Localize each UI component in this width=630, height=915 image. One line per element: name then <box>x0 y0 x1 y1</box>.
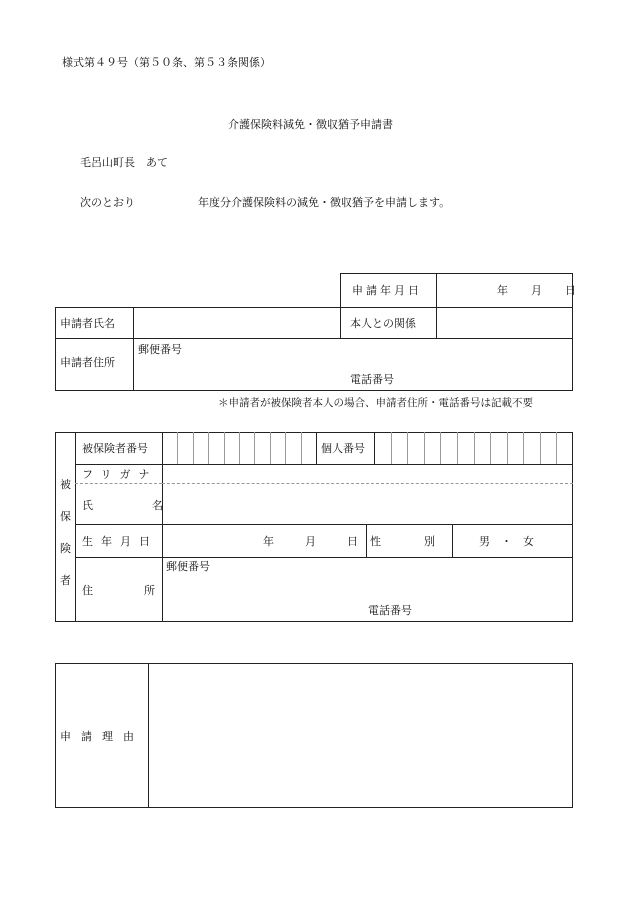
insured-number-cell-divider <box>177 432 178 464</box>
applicant-postal-label: 郵便番号 <box>138 343 182 356</box>
insured-number-cell-divider <box>285 432 286 464</box>
application-date-label: 申請年月日 <box>352 284 422 297</box>
applicant-phone-label: 電話番号 <box>350 373 394 386</box>
form-title: 介護保険料減免・徴収猶予申請書 <box>228 118 393 131</box>
personal-number-cell-divider <box>407 432 408 464</box>
applicant-name-label: 申請者氏名 <box>60 317 115 330</box>
personal-number-cell-divider <box>523 432 524 464</box>
birth-date-value[interactable]: 年 月 日 <box>263 535 368 548</box>
personal-number-cell-divider <box>457 432 458 464</box>
reason-label: 申請理由 <box>60 730 144 743</box>
birth-date-label: 生年月日 <box>82 535 158 548</box>
reason-field[interactable] <box>152 667 568 804</box>
insured-number-cell-divider <box>208 432 209 464</box>
personal-number-label: 個人番号 <box>321 442 365 455</box>
insured-postal-label: 郵便番号 <box>166 560 210 573</box>
insured-side-label-2: 保 <box>60 510 71 523</box>
furigana-field[interactable] <box>166 466 568 482</box>
insured-number-cell-divider <box>224 432 225 464</box>
personal-number-cell-divider <box>440 432 441 464</box>
applicant-name-field[interactable] <box>136 310 336 336</box>
insured-side-label-3: 険 <box>60 542 71 555</box>
insured-number-cell-divider <box>239 432 240 464</box>
insured-name-label: 氏 名 <box>82 499 187 512</box>
sex-label: 性 別 <box>370 535 451 548</box>
insured-number-label: 被保険者番号 <box>82 442 148 455</box>
relation-label: 本人との関係 <box>350 317 416 330</box>
sex-value[interactable]: 男 ・ 女 <box>479 535 534 548</box>
insured-address-label: 住 所 <box>82 584 175 597</box>
insured-name-field[interactable] <box>166 487 568 521</box>
personal-number-cell-divider <box>391 432 392 464</box>
personal-number-cell-divider <box>556 432 557 464</box>
applicant-address-label: 申請者住所 <box>60 356 115 369</box>
insured-side-label-4: 者 <box>60 574 71 587</box>
personal-number-cell-divider <box>490 432 491 464</box>
applicant-note: ＊申請者が被保険者本人の場合、申請者住所・電話番号は記載不要 <box>218 397 533 409</box>
personal-number-cell-divider <box>424 432 425 464</box>
addressee: 毛呂山町長 あて <box>80 156 168 169</box>
application-date-value[interactable]: 年 月 日 <box>497 284 582 297</box>
insured-side-label-1: 被 <box>60 478 71 491</box>
insured-number-cell-divider <box>301 432 302 464</box>
insured-phone-label: 電話番号 <box>368 604 412 617</box>
insured-number-cell-divider <box>193 432 194 464</box>
relation-field[interactable] <box>440 310 568 336</box>
intro-prefix: 次のとおり <box>80 196 135 209</box>
personal-number-cell-divider <box>540 432 541 464</box>
insured-number-cell-divider <box>270 432 271 464</box>
intro-suffix: 年度分介護保険料の減免・徴収猶予を申請します。 <box>198 196 451 209</box>
personal-number-cell-divider <box>507 432 508 464</box>
insured-number-cell-divider <box>254 432 255 464</box>
furigana-label: フリガナ <box>82 468 158 481</box>
form-number: 様式第４９号（第５０条、第５３条関係） <box>62 56 271 69</box>
personal-number-cell-divider <box>474 432 475 464</box>
